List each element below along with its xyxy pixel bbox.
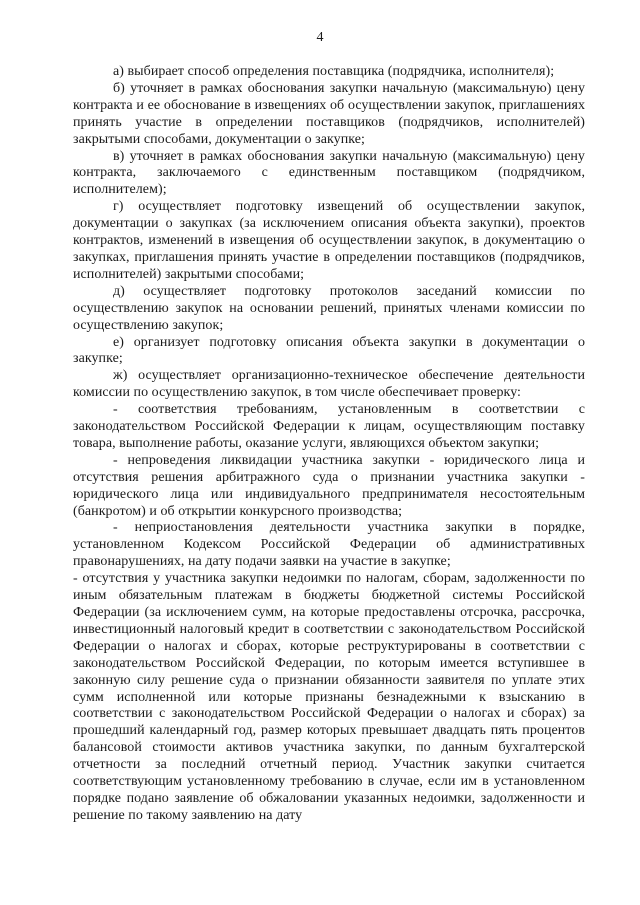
- paragraph-a: а) выбирает способ определения поставщика (подрядчика, исполнителя);: [113, 64, 555, 79]
- list-item-requirements: - соответствия требованиям, установленным в соответствии с законодательством Российской Федерации к лицам, осуществляющим поставку товара, выполнение работы, оказание услуги, являющихся объектом закупки;: [73, 402, 585, 451]
- list-item-liquidation: - непроведения ликвидации участника закупки - юридического лица и отсутствия решения арбитражного суда о признании участника закупки - юридического лица или индивидуального предпринимателя несостоятельным (банкротом) и об открытии конкурсного производства;: [73, 452, 585, 519]
- paragraph-b: б) уточняет в рамках обоснования закупки начальную (максимальную) цену контракта и ее обоснование в извещениях об осуществлении закупок, приглашениях принять участие в определении поставщиков (подрядчиков, исполнителей) закрытыми способами, документации о закупке;: [73, 80, 585, 147]
- paragraph-zh: ж) осуществляет организационно-техническое обеспечение деятельности комиссии по осуществлению закупок, в том числе обеспечивает проверку:: [73, 368, 585, 401]
- page-number: 4: [316, 30, 324, 45]
- paragraph-d: д) осуществляет подготовку протоколов заседаний комиссии по осуществлению закупок на основании решений, принятых членами комиссии по осуществлению закупок;: [73, 283, 585, 333]
- paragraph-e: е) организует подготовку описания объекта закупки в документации о закупке;: [73, 334, 585, 367]
- list-item-suspension: - неприостановления деятельности участника закупки в порядке, установленном Кодексом Российской Федерации об административных правонарушениях, на дату подачи заявки на участие в закупке;: [73, 520, 585, 570]
- paragraph-g: г) осуществляет подготовку извещений об осуществлении закупок, документации о закупках (за исключением описания объекта закупки), проектов контрактов, изменений в извещения об осуществлении закупок, в документацию о закупках, приглашения принять участие в определении поставщиков (подрядчиков, исполнителей) закрытыми способами;: [73, 199, 585, 282]
- paragraph-v: в) уточняет в рамках обоснования закупки начальную (максимальную) цену контракта, заключаемого с единственным поставщиком (подрядчиком, исполнителем);: [73, 148, 585, 198]
- list-item-arrears: - отсутствия у участника закупки недоимки по налогам, сборам, задолженности по иным обязательным платежам в бюджеты бюджетной системы Российской Федерации (за исключением сумм, на которые предоставлены отсрочка, рассрочка, инвестиционный налоговый кредит в соответствии с законодательством Российской Федерации о налогах и сборах, которые реструктурированы в соответствии с законодательством Российской Федерации, по которым имеется вступившее в законную силу решение суда о признании обязанности заявителя по уплате этих сумм исполненной или которые признаны безнадежными к взысканию в соответствии с законодательством Российской Федерации о налогах и сборах) за прошедший календарный год, размер которых превышает двадцать пять процентов балансовой стоимости активов участника закупки, по данным бухгалтерской отчетности за последний отчетный период. Участник закупки считается соответствующим установленному требованию в случае, если им в установленном порядке подано заявление об обжаловании указанных недоимки, задолженности и решение по такому заявлению на дату: [73, 571, 585, 823]
- document-body: [73, 64, 585, 825]
